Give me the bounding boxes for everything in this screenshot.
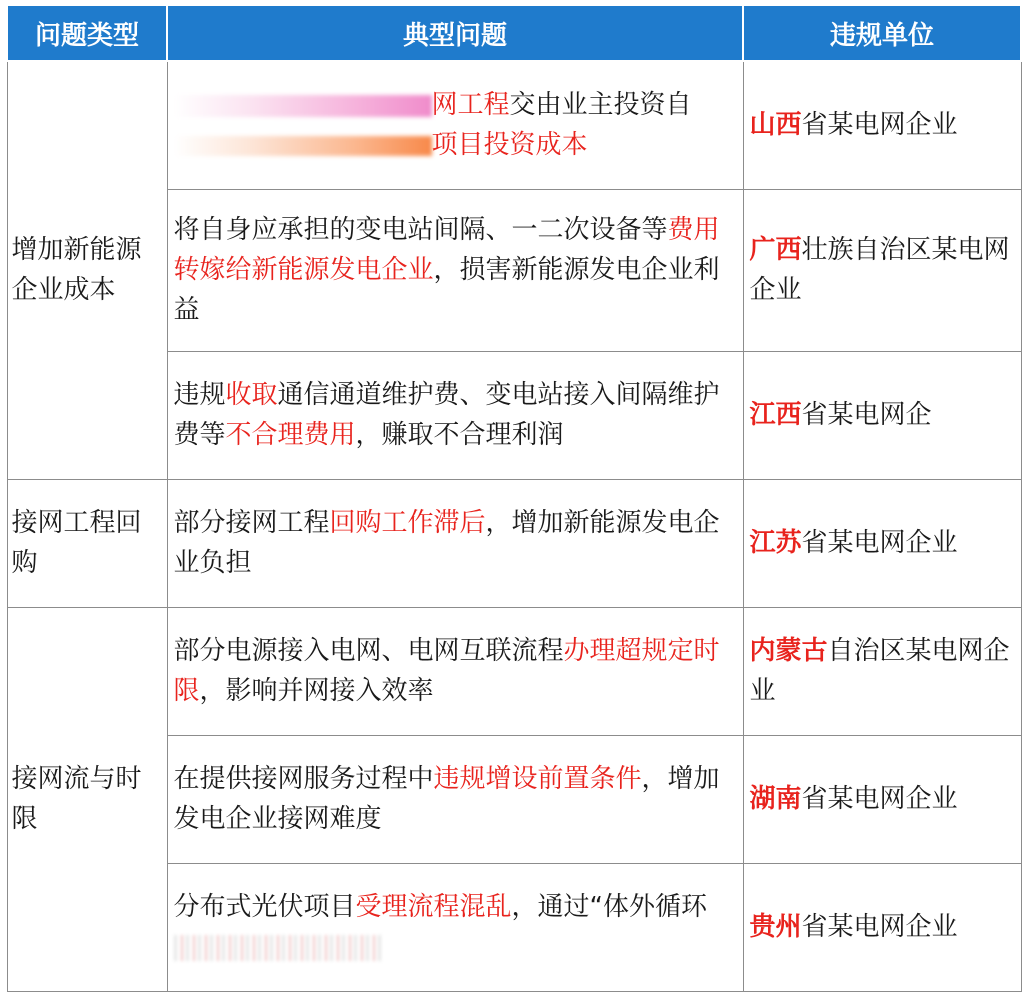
unit-region: 广西 (749, 235, 802, 265)
header-violating-unit: 违规单位 (743, 5, 1021, 61)
issue-cell (167, 607, 743, 735)
table-row (7, 479, 1021, 607)
unit-cell (743, 735, 1021, 863)
issue-cell (167, 735, 743, 863)
issue-text: 分布式光伏项目 (173, 892, 356, 922)
redacted-region (174, 95, 432, 117)
unit-cell (743, 61, 1021, 189)
unit-cell (743, 189, 1021, 351)
unit-region: 贵州 (749, 912, 802, 942)
issue-highlight: 违规增设前置条件 (433, 764, 642, 794)
issue-highlight: 项目投资成本 (431, 130, 588, 161)
issue-cell (167, 863, 743, 991)
violations-table (6, 4, 1022, 992)
issue-text: 在提供接网服务过程中 (173, 764, 434, 794)
unit-text: 自治区某电网企业 (749, 636, 1010, 706)
issue-highlight: 受理流程混乱 (355, 892, 512, 922)
issue-cell (167, 61, 743, 189)
issue-highlight: 回购工作滞后 (329, 508, 486, 538)
unit-region: 湖南 (749, 784, 802, 814)
issue-text: 通信通道维护费、变电站接入间隔维护费等 (173, 380, 720, 450)
issue-cell (167, 479, 743, 607)
issue-text: ，损害新能源发电企业利益 (173, 255, 720, 325)
issue-text: 交由业主投资自 (509, 90, 692, 121)
redacted-region (174, 935, 384, 961)
unit-cell (743, 479, 1021, 607)
issue-highlight: 办理超规定时限 (173, 636, 720, 706)
unit-text: 省某电网企业 (801, 912, 958, 942)
issue-highlight: 网工程 (431, 90, 510, 121)
redacted-region (174, 136, 432, 156)
unit-text: 省某电网企业 (801, 784, 958, 814)
issue-text: ，通过“体外循环 (511, 892, 708, 922)
category-cell: 接网流与时限 (7, 607, 167, 991)
issue-text: ，增加新能源发电企业负担 (173, 508, 720, 578)
issue-text: 将自身应承担的变电站间隔、一二次设备等 (173, 215, 668, 245)
issue-text: ，增加发电企业接网难度 (173, 764, 720, 834)
issue-text: 部分接网工程 (173, 508, 330, 538)
category-cell: 接网工程回购 (7, 479, 167, 607)
unit-region: 江西 (749, 400, 802, 430)
issue-cell (167, 189, 743, 351)
issue-text: 违规 (173, 380, 226, 410)
issue-text: ，影响并网接入效率 (199, 676, 434, 706)
unit-cell (743, 351, 1021, 479)
issue-text: ，赚取不合理利润 (355, 420, 564, 450)
unit-text: 省某电网企业 (801, 110, 958, 141)
unit-region: 内蒙古 (749, 636, 828, 666)
issue-highlight: 不合理费用 (225, 420, 356, 450)
unit-text: 省某电网企 (801, 400, 932, 430)
header-typical-issue: 典型问题 (167, 5, 743, 61)
header-issue-type: 问题类型 (7, 5, 167, 61)
unit-region: 山西 (749, 110, 802, 141)
unit-text: 壮族自治区某电网企业 (749, 235, 1010, 305)
unit-text: 省某电网企业 (801, 528, 958, 558)
unit-region: 江苏 (749, 528, 802, 558)
table-row (7, 61, 1021, 189)
category-cell: 增加新能源企业成本 (7, 61, 167, 479)
table-row (7, 607, 1021, 735)
unit-cell (743, 607, 1021, 735)
issue-highlight: 收取 (225, 380, 278, 410)
header-row (7, 5, 1021, 61)
issue-cell (167, 351, 743, 479)
unit-cell (743, 863, 1021, 991)
issue-text: 部分电源接入电网、电网互联流程 (173, 636, 564, 666)
issue-highlight: 费用转嫁给新能源发电企业 (173, 215, 720, 285)
